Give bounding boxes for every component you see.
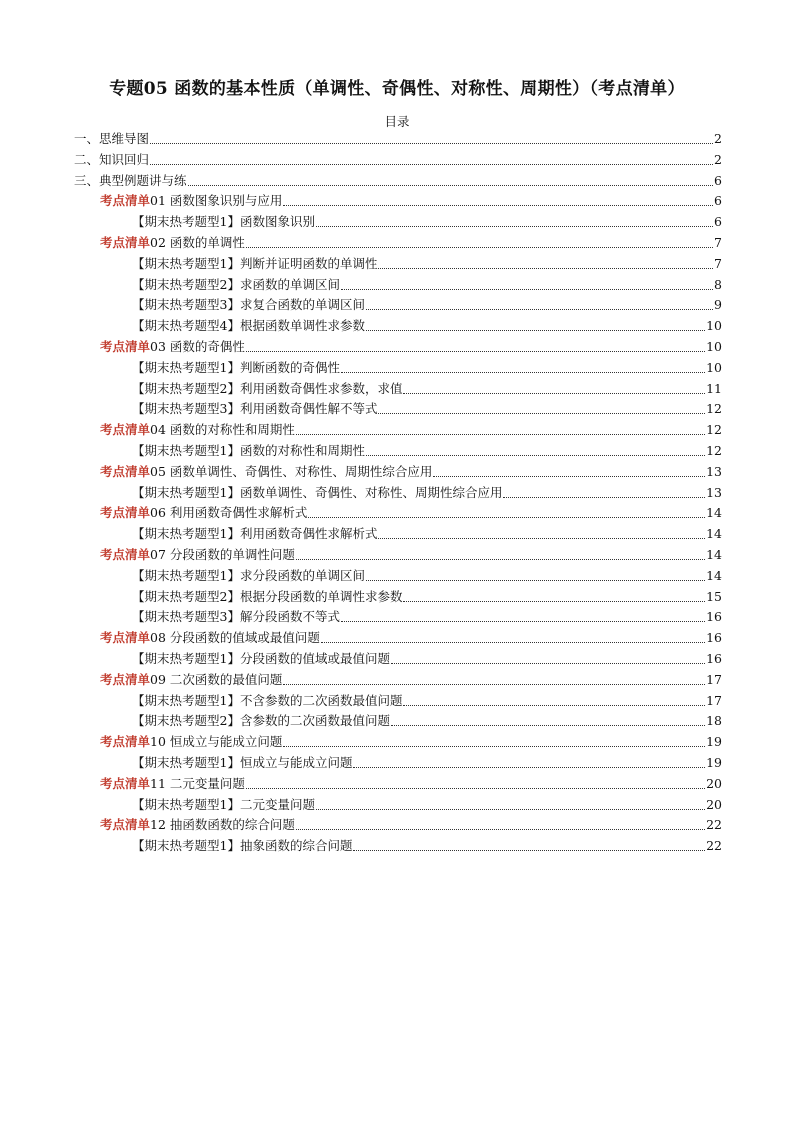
toc-leader-dots: [341, 605, 705, 622]
toc-leader-dots: [296, 543, 705, 560]
toc-entry[interactable]: [132, 214, 722, 230]
toc-page-number: 13: [706, 484, 722, 500]
toc-leader-dots: [341, 273, 713, 290]
toc-entry-prefix: 考点清单: [100, 235, 151, 250]
toc-entry[interactable]: [132, 318, 722, 334]
toc-page-number: 10: [706, 318, 722, 334]
toc-entry-label: 【期末热考题型1】判断并证明函数的单调性: [132, 255, 378, 271]
toc-entry[interactable]: [100, 464, 722, 480]
toc-page-number: 12: [706, 422, 722, 438]
toc-leader-dots: [341, 356, 705, 373]
toc-entry-prefix: 考点清单: [100, 339, 151, 354]
toc-entry-label: 04 函数的对称性和周期性: [150, 422, 295, 438]
toc-leader-dots: [378, 397, 705, 414]
toc-entry-label: 02 函数的单调性: [150, 235, 245, 250]
toc-page-number: 7: [714, 255, 722, 271]
toc-entry-label: 09 二次函数的最值问题: [150, 671, 283, 687]
toc-entry-label: 【期末热考题型1】函数图象识别: [132, 214, 315, 230]
toc-page-number: 15: [706, 588, 722, 604]
toc-entry-label: 01 函数图象识别与应用: [150, 193, 283, 209]
toc-entry[interactable]: [132, 381, 722, 397]
toc-leader-dots: [503, 481, 705, 498]
toc-page-number: 19: [706, 734, 722, 750]
toc-leader-dots: [403, 689, 705, 706]
toc-page-number: 6: [714, 193, 722, 209]
toc-entry[interactable]: [132, 651, 722, 667]
toc-page-number: 11: [706, 380, 722, 396]
toc-entry-label: 【期末热考题型1】函数的对称性和周期性: [132, 443, 365, 458]
toc-entry[interactable]: [132, 838, 722, 854]
toc-entry-label: 【期末热考题型2】求函数的单调区间: [132, 276, 340, 292]
toc-entry-label: 【期末热考题型1】抽象函数的综合问题: [132, 838, 353, 854]
toc-page-number: 6: [714, 214, 722, 230]
toc-entry[interactable]: [100, 734, 722, 750]
toc-entry[interactable]: [74, 152, 722, 168]
toc-entry[interactable]: [100, 505, 722, 521]
toc-leader-dots: [353, 834, 705, 851]
toc-entry[interactable]: [132, 485, 722, 501]
toc-page-number: 13: [706, 463, 722, 479]
toc-leader-dots: [321, 626, 705, 643]
toc-entry-label: 三、典型例题讲与练: [74, 172, 187, 188]
toc-leader-dots: [316, 793, 705, 810]
toc-entry-prefix: 考点清单: [100, 671, 151, 687]
toc-entry[interactable]: [132, 443, 722, 459]
toc-page-number: 16: [706, 609, 722, 625]
toc-entry[interactable]: [132, 568, 722, 584]
toc-entry-label: 【期末热考题型2】利用函数奇偶性求参数，求值: [132, 380, 403, 396]
toc-entry-label: 二、知识回归: [74, 151, 150, 167]
toc-entry[interactable]: [132, 797, 722, 813]
toc-page-number: 14: [706, 526, 722, 542]
toc-leader-dots: [353, 751, 705, 768]
toc-entry-label: 08 分段函数的值域或最值问题: [150, 630, 320, 646]
toc-entry[interactable]: [100, 339, 722, 355]
toc-entry[interactable]: [132, 401, 722, 417]
toc-entry-label: 06 利用函数奇偶性求解析式: [150, 505, 308, 521]
toc-page-number: 16: [706, 651, 722, 666]
toc-leader-dots: [366, 314, 705, 331]
toc-entry-label: 【期末热考题型1】函数单调性、奇偶性、对称性、周期性综合应用: [132, 484, 503, 500]
toc-heading: 目录: [384, 114, 410, 129]
toc-entry[interactable]: [132, 360, 722, 376]
toc-entry-label: 05 函数单调性、奇偶性、对称性、周期性综合应用: [150, 463, 433, 479]
toc-entry-label: 07 分段函数的单调性问题: [150, 547, 295, 562]
toc-entry-prefix: 考点清单: [100, 630, 151, 646]
toc-page-number: 12: [706, 401, 722, 417]
toc-entry[interactable]: [132, 693, 722, 709]
toc-entry-label: 【期末热考题型1】不含参数的二次函数最值问题: [132, 692, 403, 708]
toc-entry-prefix: 考点清单: [100, 463, 151, 479]
toc-entry[interactable]: [100, 776, 722, 792]
toc-page-number: 19: [706, 755, 722, 770]
toc-entry-prefix: 考点清单: [100, 547, 151, 562]
toc-leader-dots: [296, 418, 705, 435]
toc-page-number: 17: [706, 692, 722, 708]
toc-leader-dots: [296, 813, 705, 830]
toc-entry-label: 【期末热考题型1】求分段函数的单调区间: [132, 567, 365, 583]
toc-entry[interactable]: [74, 173, 722, 189]
toc-leader-dots: [403, 377, 705, 394]
toc-leader-dots: [391, 647, 705, 664]
toc-leader-dots: [150, 148, 713, 165]
toc-page-number: 20: [706, 796, 722, 812]
toc-entry-label: 【期末热考题型1】恒成立与能成立问题: [132, 755, 353, 770]
toc-leader-dots: [246, 231, 713, 248]
toc-page-number: 9: [714, 297, 722, 313]
toc-page-number: 20: [706, 775, 722, 791]
toc-entry[interactable]: [100, 547, 722, 563]
toc-entry-label: 【期末热考题型3】解分段函数不等式: [132, 609, 340, 625]
toc-page-number: 18: [706, 713, 722, 729]
toc-leader-dots: [366, 439, 705, 456]
toc-entry[interactable]: [100, 672, 722, 688]
toc-leader-dots: [283, 189, 713, 206]
toc-entry-label: 03 函数的奇偶性: [150, 339, 245, 354]
toc-entry[interactable]: [100, 235, 722, 251]
toc-entry-label: 【期末热考题型2】根据分段函数的单调性求参数: [132, 588, 403, 604]
toc-leader-dots: [316, 210, 713, 227]
toc-leader-dots: [246, 772, 705, 789]
toc-entry-prefix: 考点清单: [100, 734, 151, 750]
toc-page-number: 22: [706, 838, 722, 854]
toc-entry[interactable]: [132, 277, 722, 293]
toc-page-number: 7: [714, 235, 722, 250]
toc-entry[interactable]: [132, 713, 722, 729]
toc-entry[interactable]: [132, 609, 722, 625]
toc-page-number: 2: [714, 131, 722, 146]
toc-entry-label: 【期末热考题型2】含参数的二次函数最值问题: [132, 713, 390, 729]
toc-entry[interactable]: [132, 589, 722, 605]
toc-leader-dots: [366, 293, 713, 310]
toc-entry-label: 【期末热考题型3】求复合函数的单调区间: [132, 297, 365, 313]
toc-page-number: 8: [714, 276, 722, 292]
toc-leader-dots: [378, 522, 705, 539]
toc-leader-dots: [188, 169, 714, 186]
document-title: 专题05 函数的基本性质（单调性、奇偶性、对称性、周期性）（考点清单）: [109, 79, 685, 99]
toc-entry[interactable]: [74, 131, 722, 147]
toc-entry-prefix: 考点清单: [100, 817, 151, 833]
toc-entry-label: 11 二元变量问题: [150, 775, 245, 791]
toc-page-number: 10: [706, 359, 722, 375]
toc-leader-dots: [433, 460, 705, 477]
toc-leader-dots: [378, 252, 713, 269]
toc-leader-dots: [403, 585, 705, 602]
toc-entry[interactable]: [100, 817, 722, 833]
toc-entry-label: 【期末热考题型1】二元变量问题: [132, 796, 315, 812]
toc-leader-dots: [366, 564, 705, 581]
toc-entry-label: 【期末热考题型1】利用函数奇偶性求解析式: [132, 526, 378, 542]
toc-leader-dots: [150, 127, 713, 144]
toc-entry[interactable]: [100, 422, 722, 438]
toc-entry-prefix: 考点清单: [100, 775, 151, 791]
toc-entry-label: 【期末热考题型1】判断函数的奇偶性: [132, 359, 340, 375]
toc-entry-prefix: 考点清单: [100, 422, 151, 438]
toc-leader-dots: [283, 730, 705, 747]
toc-entry-prefix: 考点清单: [100, 505, 151, 521]
toc-page-number: 17: [706, 671, 722, 687]
toc-page-number: 10: [706, 339, 722, 354]
toc-entry-label: 【期末热考题型1】分段函数的值域或最值问题: [132, 651, 390, 666]
toc-page-number: 16: [706, 630, 722, 646]
toc-entry[interactable]: [132, 297, 722, 313]
toc-entry[interactable]: [100, 630, 722, 646]
toc-leader-dots: [308, 501, 705, 518]
toc-entry-label: 【期末热考题型4】根据函数单调性求参数: [132, 318, 365, 334]
toc-page-number: 22: [706, 817, 722, 833]
toc-leader-dots: [246, 335, 705, 352]
toc-page-number: 6: [714, 172, 722, 188]
toc-entry-label: 10 恒成立与能成立问题: [150, 734, 283, 750]
toc-entry-prefix: 考点清单: [100, 193, 151, 209]
toc-leader-dots: [283, 668, 705, 685]
toc-entry[interactable]: [132, 755, 722, 771]
toc-page-number: 14: [706, 505, 722, 521]
toc-entry-label: 12 抽函数函数的综合问题: [150, 817, 295, 833]
toc-page-number: 14: [706, 567, 722, 583]
toc-page-number: 12: [706, 443, 722, 458]
toc-entry[interactable]: [132, 526, 722, 542]
toc-page-number: 2: [714, 151, 722, 167]
toc-leader-dots: [391, 709, 705, 726]
toc-entry-label: 一、思维导图: [74, 131, 150, 146]
toc-entry-label: 【期末热考题型3】利用函数奇偶性解不等式: [132, 401, 378, 417]
toc-entry[interactable]: [100, 193, 722, 209]
toc-page-number: 14: [706, 547, 722, 562]
toc-entry[interactable]: [132, 256, 722, 272]
